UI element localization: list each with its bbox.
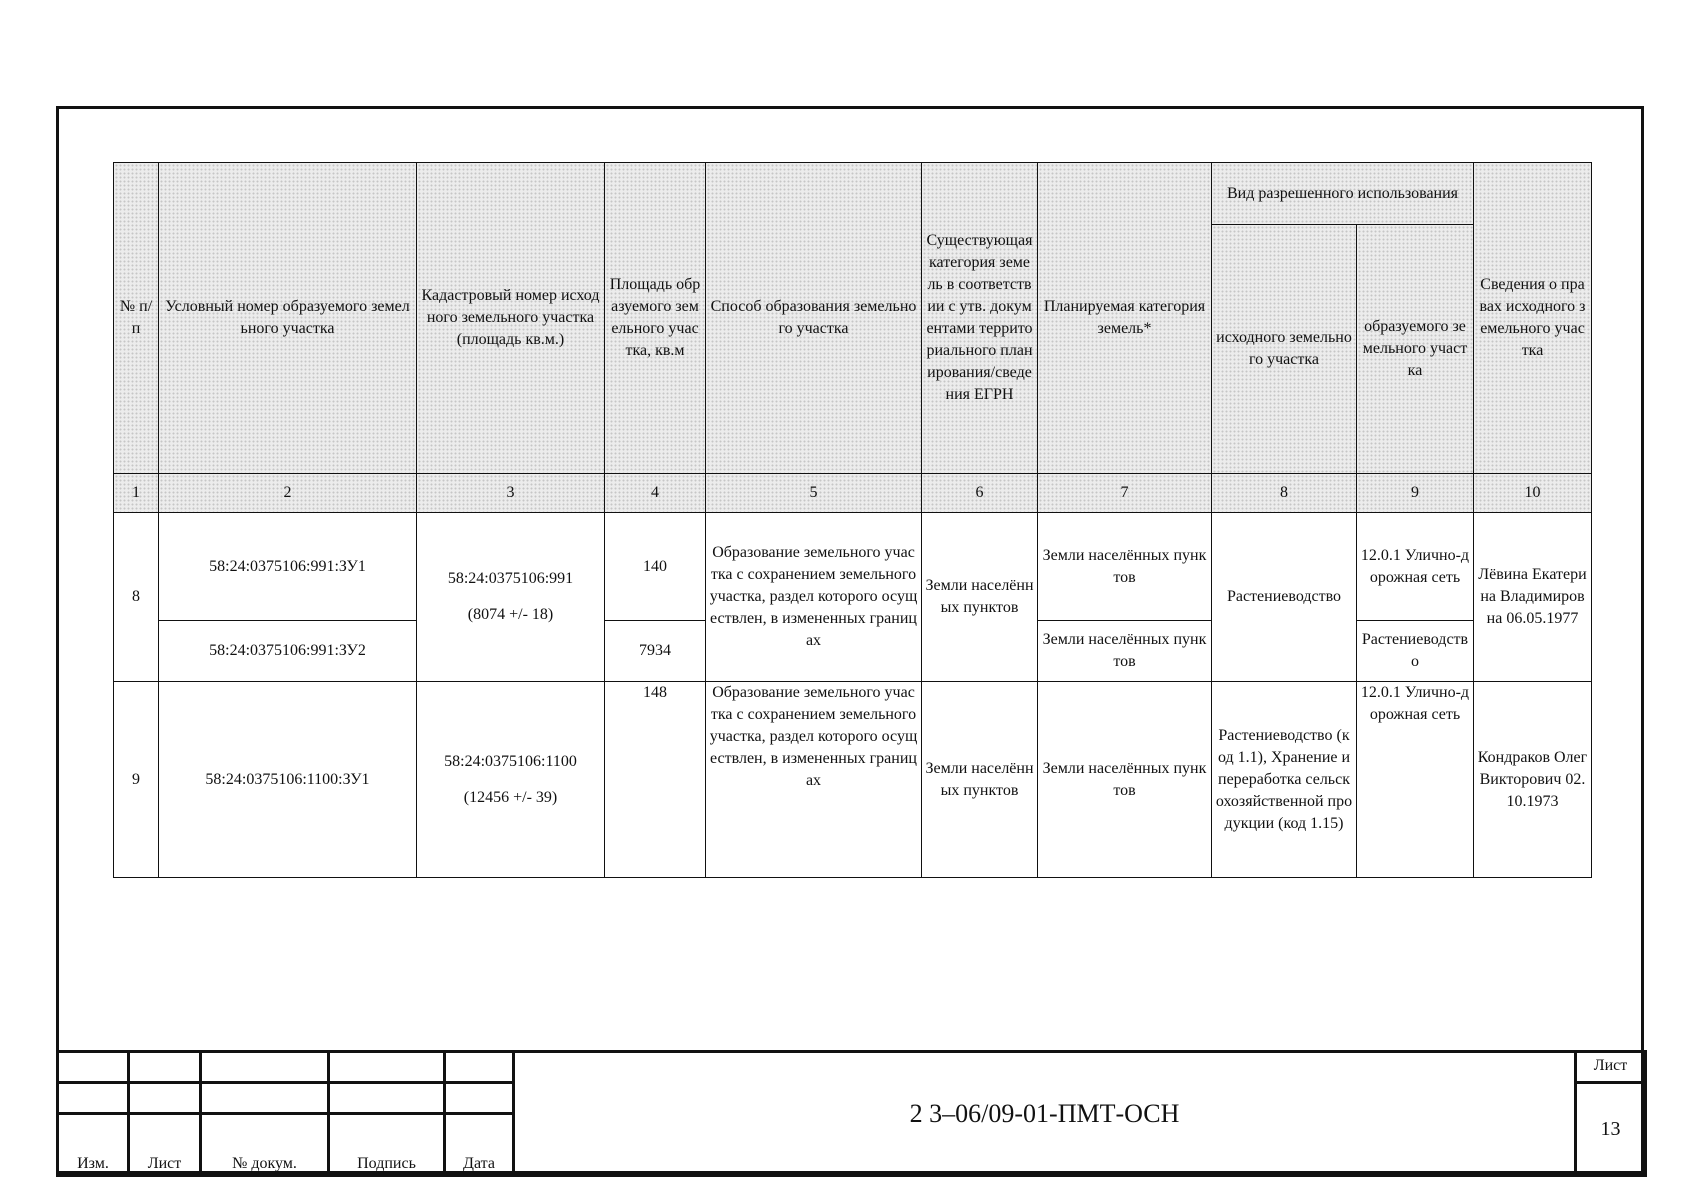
use-source: Растениеводство (код 1.1), Хранение и переработка сельскохозяйственной продукции (код 1.15) xyxy=(1212,682,1357,878)
header-cadastral-number: Кадастровый номер исходного земельного участка (площадь кв.м.) xyxy=(417,163,605,474)
column-number: 6 xyxy=(922,474,1038,513)
use-new: 12.0.1 Улично-дорожная сеть xyxy=(1357,682,1474,878)
rights-info: Лёвина Екатерина Владимировна 06.05.1977 xyxy=(1474,513,1592,682)
stamp-label-doc-number: № докум. xyxy=(201,1114,329,1176)
stamp-cell xyxy=(445,1083,514,1114)
stamp-cell xyxy=(58,1083,129,1114)
use-source: Растениеводство xyxy=(1212,513,1357,682)
stamp-label-signature: Подпись xyxy=(329,1114,445,1176)
land-parcels-table xyxy=(113,162,1592,878)
cadastral-cell xyxy=(417,682,605,878)
source-area: (8074 +/- 18) xyxy=(467,606,554,623)
stamp-cell xyxy=(129,1052,201,1083)
stamp-cell xyxy=(201,1052,329,1083)
use-new: 12.0.1 Улично-дорожная сеть xyxy=(1357,513,1474,621)
parcel-area: 7934 xyxy=(605,621,706,682)
header-existing-category: Существующая категория земель в соответствии с утв. документами территориального планирования/сведения ЕГРН xyxy=(922,163,1038,474)
document-code: 2 3–06/09-01-ПМТ-ОСН xyxy=(514,1052,1576,1176)
cadastral-cell xyxy=(417,513,605,682)
header-area: Площадь образуемого земельного участка, кв.м xyxy=(605,163,706,474)
stamp-label-date: Дата xyxy=(445,1114,514,1176)
use-new: Растениеводство xyxy=(1357,621,1474,682)
parcel-number: 58:24:0375106:991:ЗУ1 xyxy=(159,513,417,621)
existing-category: Земли населённых пунктов xyxy=(922,513,1038,682)
rights-info: Кондраков Олег Викторович 02.10.1973 xyxy=(1474,682,1592,878)
column-number: 9 xyxy=(1357,474,1474,513)
formation-method: Образование земельного участка с сохранением земельного участка, раздел которого осуществлен, в измененных границах xyxy=(706,682,922,878)
column-number: 4 xyxy=(605,474,706,513)
parcel-area: 148 xyxy=(605,682,706,878)
stamp-cell xyxy=(329,1052,445,1083)
header-rights: Сведения о правах исходного земельного участка xyxy=(1474,163,1592,474)
parcel-number: 58:24:0375106:1100:ЗУ1 xyxy=(159,682,417,878)
column-number: 8 xyxy=(1212,474,1357,513)
stamp-label-change: Изм. xyxy=(58,1114,129,1176)
column-number: 7 xyxy=(1038,474,1212,513)
stamp-label-sheet: Лист xyxy=(129,1114,201,1176)
row-number: 9 xyxy=(114,682,159,878)
parcel-area: 140 xyxy=(605,513,706,621)
cadastral-number: 58:24:0375106:991 xyxy=(447,570,574,587)
header-permitted-use: Вид разрешенного использования xyxy=(1212,163,1474,225)
header-number: № п/п xyxy=(114,163,159,474)
column-number: 3 xyxy=(417,474,605,513)
cadastral-number: 58:24:0375106:1100 xyxy=(444,752,577,770)
planned-category: Земли населённых пунктов xyxy=(1038,513,1212,621)
stamp-cell xyxy=(201,1083,329,1114)
planned-category: Земли населённых пунктов xyxy=(1038,621,1212,682)
header-planned-category: Планируемая категория земель* xyxy=(1038,163,1212,474)
stamp-cell xyxy=(329,1083,445,1114)
stamp-cell xyxy=(445,1052,514,1083)
table-row xyxy=(114,682,1592,878)
sheet-label: Лист xyxy=(1576,1052,1646,1083)
existing-category: Земли населённых пунктов xyxy=(922,682,1038,878)
source-area: (12456 +/- 39) xyxy=(463,788,558,806)
header-formation-method: Способ образования земельного участка xyxy=(706,163,922,474)
header-parcel-number: Условный номер образуемого земельного участка xyxy=(159,163,417,474)
column-number: 2 xyxy=(159,474,417,513)
stamp-cell xyxy=(129,1083,201,1114)
parcel-number: 58:24:0375106:991:ЗУ2 xyxy=(159,621,417,682)
stamp-cell xyxy=(58,1052,129,1083)
column-number: 1 xyxy=(114,474,159,513)
formation-method: Образование земельного участка с сохранением земельного участка, раздел которого осуществлен, в измененных границах xyxy=(706,513,922,682)
sheet-number: 13 xyxy=(1576,1083,1646,1176)
header-use-source: исходного земельного участка xyxy=(1212,225,1357,474)
planned-category: Земли населённых пунктов xyxy=(1038,682,1212,878)
row-number: 8 xyxy=(114,513,159,682)
column-number: 10 xyxy=(1474,474,1592,513)
header-use-new: образуемого земельного участка xyxy=(1357,225,1474,474)
table-row xyxy=(114,513,1592,621)
title-block xyxy=(56,1050,1647,1177)
column-number: 5 xyxy=(706,474,922,513)
